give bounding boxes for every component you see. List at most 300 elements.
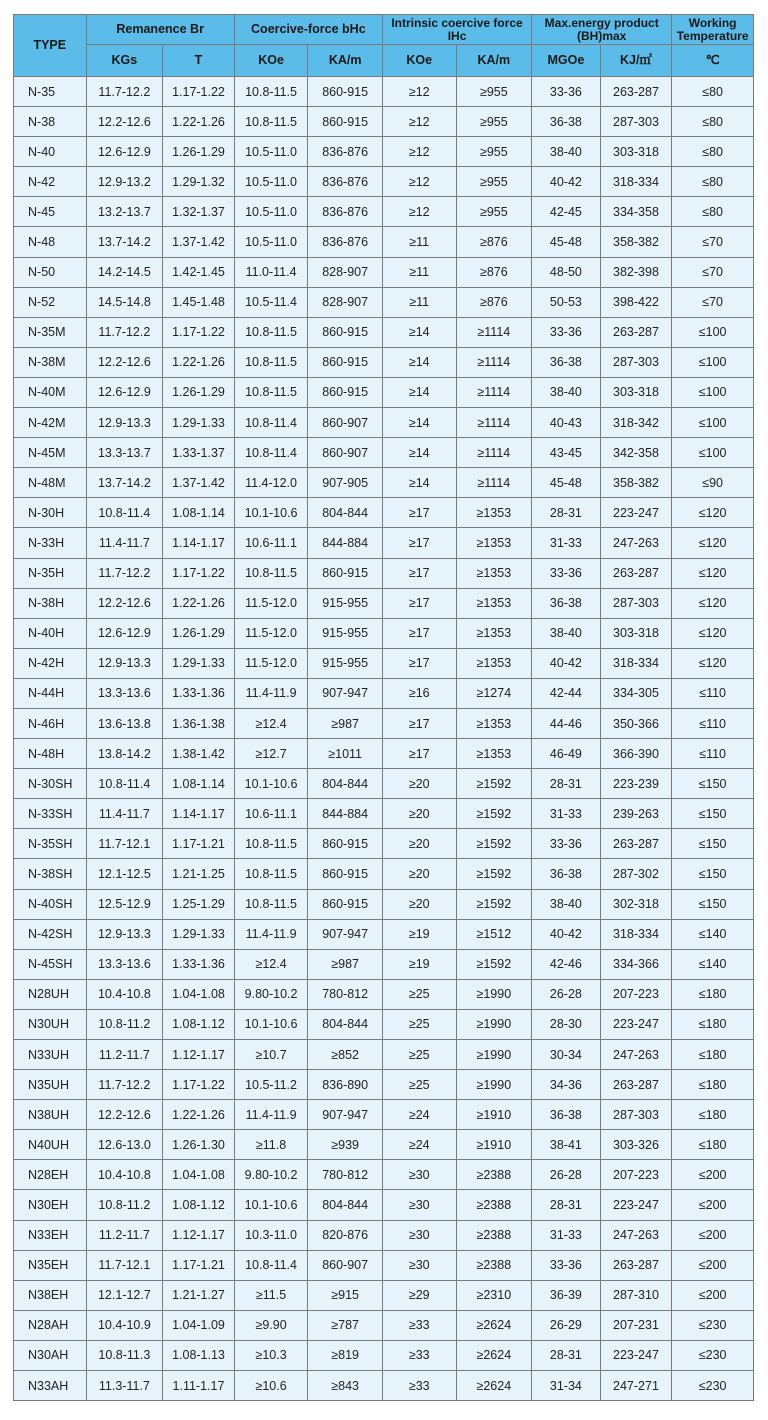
table-cell: ≤230 <box>672 1371 754 1401</box>
table-cell: ≥1353 <box>456 498 532 528</box>
table-cell: 860-915 <box>308 77 383 107</box>
table-cell: 844-884 <box>308 528 383 558</box>
table-cell: 10.8-11.3 <box>86 1340 163 1370</box>
cell-type: N33EH <box>14 1220 87 1250</box>
table-cell: 11.4-12.0 <box>234 468 308 498</box>
table-cell: ≥2624 <box>456 1340 532 1370</box>
table-row <box>14 167 754 197</box>
table-row <box>14 227 754 257</box>
table-cell: 358-382 <box>600 468 672 498</box>
table-cell: 10.8-11.5 <box>234 889 308 919</box>
table-cell: 1.12-1.17 <box>163 1040 235 1070</box>
table-cell: ≤120 <box>672 528 754 558</box>
table-cell: ≥14 <box>382 377 456 407</box>
unit-header: KJ/㎡ <box>600 45 672 77</box>
table-cell: 263-287 <box>600 317 672 347</box>
table-cell: ≥10.6 <box>234 1371 308 1401</box>
table-cell: ≥852 <box>308 1040 383 1070</box>
table-cell: ≥17 <box>382 708 456 738</box>
table-cell: ≥1592 <box>456 949 532 979</box>
table-cell: ≥11.5 <box>234 1280 308 1310</box>
table-cell: 1.29-1.33 <box>163 408 235 438</box>
table-cell: ≥1114 <box>456 468 532 498</box>
table-cell: 907-905 <box>308 468 383 498</box>
table-cell: ≥987 <box>308 708 383 738</box>
table-cell: 804-844 <box>308 769 383 799</box>
unit-header: KGs <box>86 45 163 77</box>
table-cell: 11.7-12.2 <box>86 558 163 588</box>
table-cell: 398-422 <box>600 287 672 317</box>
table-cell: ≥9.90 <box>234 1310 308 1340</box>
table-cell: ≤120 <box>672 558 754 588</box>
table-row <box>14 1310 754 1340</box>
table-cell: ≥1114 <box>456 438 532 468</box>
table-cell: 33-36 <box>532 558 601 588</box>
table-cell: ≤100 <box>672 438 754 468</box>
table-row <box>14 498 754 528</box>
table-cell: 13.2-13.7 <box>86 197 163 227</box>
table-cell: 1.22-1.26 <box>163 347 235 377</box>
table-cell: 11.4-11.7 <box>86 528 163 558</box>
table-cell: 36-38 <box>532 588 601 618</box>
table-cell: 30-34 <box>532 1040 601 1070</box>
table-cell: ≥33 <box>382 1371 456 1401</box>
table-cell: 247-263 <box>600 1220 672 1250</box>
table-row <box>14 949 754 979</box>
table-cell: 1.22-1.26 <box>163 1100 235 1130</box>
table-cell: 1.29-1.33 <box>163 648 235 678</box>
table-cell: 223-247 <box>600 1009 672 1039</box>
table-cell: ≥20 <box>382 859 456 889</box>
table-cell: ≤110 <box>672 739 754 769</box>
table-cell: ≥1114 <box>456 377 532 407</box>
table-cell: ≤140 <box>672 949 754 979</box>
table-cell: 334-305 <box>600 678 672 708</box>
table-cell: 287-302 <box>600 859 672 889</box>
cell-type: N-35SH <box>14 829 87 859</box>
table-cell: ≥25 <box>382 979 456 1009</box>
table-cell: ≤70 <box>672 227 754 257</box>
unit-header: KA/m <box>308 45 383 77</box>
table-cell: 860-907 <box>308 1250 383 1280</box>
table-cell: 302-318 <box>600 889 672 919</box>
table-cell: ≥16 <box>382 678 456 708</box>
table-cell: ≤120 <box>672 618 754 648</box>
table-cell: ≥14 <box>382 347 456 377</box>
table-cell: 40-42 <box>532 648 601 678</box>
table-cell: 1.04-1.09 <box>163 1310 235 1340</box>
cell-type: N-33H <box>14 528 87 558</box>
table-row <box>14 257 754 287</box>
table-cell: 1.04-1.08 <box>163 979 235 1009</box>
table-cell: 828-907 <box>308 257 383 287</box>
table-cell: 13.6-13.8 <box>86 708 163 738</box>
table-cell: 915-955 <box>308 618 383 648</box>
table-cell: 10.8-11.5 <box>234 377 308 407</box>
table-cell: 860-907 <box>308 438 383 468</box>
table-row <box>14 769 754 799</box>
table-cell: 12.2-12.6 <box>86 347 163 377</box>
table-cell: 303-318 <box>600 137 672 167</box>
table-cell: ≤100 <box>672 347 754 377</box>
table-cell: ≥2624 <box>456 1371 532 1401</box>
table-cell: ≤100 <box>672 377 754 407</box>
table-cell: 12.1-12.7 <box>86 1280 163 1310</box>
table-cell: 12.9-13.2 <box>86 167 163 197</box>
table-cell: 13.3-13.7 <box>86 438 163 468</box>
table-cell: ≤180 <box>672 1100 754 1130</box>
table-cell: 287-303 <box>600 1100 672 1130</box>
table-cell: 1.17-1.22 <box>163 1070 235 1100</box>
table-cell: 303-326 <box>600 1130 672 1160</box>
table-cell: 28-31 <box>532 1190 601 1220</box>
table-cell: ≥1592 <box>456 769 532 799</box>
table-row <box>14 829 754 859</box>
table-cell: 334-366 <box>600 949 672 979</box>
table-cell: ≥25 <box>382 1040 456 1070</box>
table-cell: 28-31 <box>532 1340 601 1370</box>
table-cell: ≥843 <box>308 1371 383 1401</box>
table-cell: 1.17-1.22 <box>163 317 235 347</box>
cell-type: N-30SH <box>14 769 87 799</box>
table-cell: ≤150 <box>672 859 754 889</box>
table-cell: ≥12 <box>382 107 456 137</box>
table-cell: 844-884 <box>308 799 383 829</box>
table-cell: 10.1-10.6 <box>234 498 308 528</box>
table-cell: 1.11-1.17 <box>163 1371 235 1401</box>
cell-type: N35UH <box>14 1070 87 1100</box>
table-cell: 263-287 <box>600 1070 672 1100</box>
table-row <box>14 1070 754 1100</box>
cell-type: N-48M <box>14 468 87 498</box>
table-cell: ≥955 <box>456 167 532 197</box>
table-cell: 12.9-13.3 <box>86 919 163 949</box>
table-cell: 223-247 <box>600 498 672 528</box>
table-cell: ≥1353 <box>456 648 532 678</box>
table-cell: 207-223 <box>600 1160 672 1190</box>
table-cell: 10.5-11.0 <box>234 197 308 227</box>
table-cell: ≤140 <box>672 919 754 949</box>
table-cell: 1.38-1.42 <box>163 739 235 769</box>
table-row <box>14 799 754 829</box>
table-cell: 45-48 <box>532 227 601 257</box>
table-cell: 1.17-1.22 <box>163 77 235 107</box>
cell-type: N-45SH <box>14 949 87 979</box>
table-cell: 1.25-1.29 <box>163 889 235 919</box>
table-cell: ≤80 <box>672 167 754 197</box>
table-cell: ≥1910 <box>456 1100 532 1130</box>
table-cell: ≥1353 <box>456 739 532 769</box>
cell-type: N28EH <box>14 1160 87 1190</box>
header-remanence: Remanence Br <box>86 15 234 45</box>
table-cell: ≤70 <box>672 287 754 317</box>
table-cell: 828-907 <box>308 287 383 317</box>
table-cell: 1.21-1.25 <box>163 859 235 889</box>
table-cell: ≤120 <box>672 648 754 678</box>
cell-type: N30EH <box>14 1190 87 1220</box>
header-intrinsic-coercive-force: Intrinsic coercive force IHc <box>382 15 531 45</box>
table-cell: 1.08-1.13 <box>163 1340 235 1370</box>
table-row <box>14 648 754 678</box>
table-cell: 1.12-1.17 <box>163 1220 235 1250</box>
table-cell: ≥12 <box>382 167 456 197</box>
table-cell: ≥1592 <box>456 829 532 859</box>
cell-type: N-40SH <box>14 889 87 919</box>
table-cell: 1.26-1.29 <box>163 618 235 648</box>
table-cell: 10.8-11.5 <box>234 558 308 588</box>
cell-type: N-44H <box>14 678 87 708</box>
table-cell: 12.6-13.0 <box>86 1130 163 1160</box>
table-cell: ≥11 <box>382 227 456 257</box>
table-cell: 12.6-12.9 <box>86 618 163 648</box>
table-cell: 223-239 <box>600 769 672 799</box>
table-cell: ≥2310 <box>456 1280 532 1310</box>
table-cell: 860-915 <box>308 317 383 347</box>
table-cell: ≥1353 <box>456 528 532 558</box>
table-cell: 11.7-12.1 <box>86 1250 163 1280</box>
table-cell: 860-907 <box>308 408 383 438</box>
table-cell: 287-303 <box>600 347 672 377</box>
table-row <box>14 889 754 919</box>
table-cell: 1.08-1.12 <box>163 1009 235 1039</box>
table-cell: 12.2-12.6 <box>86 588 163 618</box>
table-row <box>14 347 754 377</box>
table-cell: 10.8-11.4 <box>86 769 163 799</box>
table-cell: 10.8-11.4 <box>234 1250 308 1280</box>
table-cell: 223-247 <box>600 1340 672 1370</box>
table-cell: 12.6-12.9 <box>86 137 163 167</box>
table-cell: 36-38 <box>532 107 601 137</box>
table-cell: ≥1512 <box>456 919 532 949</box>
table-cell: ≥1592 <box>456 889 532 919</box>
cell-type: N40UH <box>14 1130 87 1160</box>
table-cell: 836-876 <box>308 197 383 227</box>
cell-type: N38EH <box>14 1280 87 1310</box>
cell-type: N28AH <box>14 1310 87 1340</box>
table-cell: ≤150 <box>672 889 754 919</box>
table-cell: ≤200 <box>672 1280 754 1310</box>
table-cell: ≥20 <box>382 829 456 859</box>
table-cell: ≤70 <box>672 257 754 287</box>
table-cell: ≤100 <box>672 317 754 347</box>
table-cell: 10.6-11.1 <box>234 799 308 829</box>
table-row <box>14 678 754 708</box>
table-cell: 10.3-11.0 <box>234 1220 308 1250</box>
table-body <box>14 77 754 1401</box>
table-cell: 247-263 <box>600 528 672 558</box>
table-cell: 263-287 <box>600 1250 672 1280</box>
table-cell: 318-334 <box>600 167 672 197</box>
table-cell: 43-45 <box>532 438 601 468</box>
cell-type: N-45M <box>14 438 87 468</box>
table-cell: ≥1592 <box>456 799 532 829</box>
table-cell: ≥12.4 <box>234 708 308 738</box>
table-cell: ≥11 <box>382 287 456 317</box>
table-cell: 1.17-1.22 <box>163 558 235 588</box>
table-cell: ≤90 <box>672 468 754 498</box>
table-cell: 804-844 <box>308 1190 383 1220</box>
table-cell: ≥17 <box>382 588 456 618</box>
header-working-temperature: Working Temperature <box>672 15 754 45</box>
cell-type: N-35M <box>14 317 87 347</box>
table-cell: 10.5-11.2 <box>234 1070 308 1100</box>
table-cell: 860-915 <box>308 829 383 859</box>
table-cell: 26-29 <box>532 1310 601 1340</box>
table-cell: ≥30 <box>382 1220 456 1250</box>
table-cell: 1.26-1.29 <box>163 137 235 167</box>
unit-header: KA/m <box>456 45 532 77</box>
table-cell: 14.2-14.5 <box>86 257 163 287</box>
table-cell: ≥1592 <box>456 859 532 889</box>
table-cell: 10.5-11.0 <box>234 137 308 167</box>
cell-type: N33AH <box>14 1371 87 1401</box>
unit-header: T <box>163 45 235 77</box>
table-cell: 1.26-1.29 <box>163 377 235 407</box>
table-row <box>14 558 754 588</box>
table-cell: 1.33-1.37 <box>163 438 235 468</box>
table-cell: 36-38 <box>532 347 601 377</box>
cell-type: N-35 <box>14 77 87 107</box>
cell-type: N30UH <box>14 1009 87 1039</box>
table-cell: 263-287 <box>600 829 672 859</box>
table-cell: 263-287 <box>600 558 672 588</box>
table-cell: 34-36 <box>532 1070 601 1100</box>
table-cell: 334-358 <box>600 197 672 227</box>
table-cell: ≥876 <box>456 227 532 257</box>
table-cell: ≥24 <box>382 1100 456 1130</box>
table-cell: 860-915 <box>308 558 383 588</box>
table-cell: ≥33 <box>382 1340 456 1370</box>
unit-header: KOe <box>382 45 456 77</box>
table-row <box>14 1220 754 1250</box>
table-cell: ≤120 <box>672 498 754 528</box>
cell-type: N35EH <box>14 1250 87 1280</box>
table-cell: ≤180 <box>672 1130 754 1160</box>
table-cell: ≥20 <box>382 769 456 799</box>
table-cell: 33-36 <box>532 829 601 859</box>
header-row-main <box>14 15 754 45</box>
table-cell: 350-366 <box>600 708 672 738</box>
table-cell: 10.4-10.8 <box>86 1160 163 1190</box>
table-cell: 48-50 <box>532 257 601 287</box>
table-row <box>14 739 754 769</box>
table-cell: 1.17-1.21 <box>163 1250 235 1280</box>
table-cell: ≤150 <box>672 799 754 829</box>
table-cell: 907-947 <box>308 919 383 949</box>
table-cell: ≤150 <box>672 769 754 799</box>
table-cell: 28-31 <box>532 498 601 528</box>
table-row <box>14 1009 754 1039</box>
table-cell: 382-398 <box>600 257 672 287</box>
table-cell: ≥11.8 <box>234 1130 308 1160</box>
cell-type: N33UH <box>14 1040 87 1070</box>
table-cell: 11.3-11.7 <box>86 1371 163 1401</box>
table-cell: 860-915 <box>308 347 383 377</box>
table-cell: ≥955 <box>456 137 532 167</box>
cell-type: N-40M <box>14 377 87 407</box>
table-cell: ≤150 <box>672 829 754 859</box>
table-cell: 1.33-1.36 <box>163 949 235 979</box>
table-row <box>14 588 754 618</box>
table-cell: ≥20 <box>382 799 456 829</box>
table-cell: 860-915 <box>308 889 383 919</box>
spec-table-container <box>13 14 754 1401</box>
table-cell: 13.7-14.2 <box>86 227 163 257</box>
table-cell: 33-36 <box>532 1250 601 1280</box>
table-cell: 38-41 <box>532 1130 601 1160</box>
table-row <box>14 1280 754 1310</box>
table-row <box>14 1340 754 1370</box>
cell-type: N-38H <box>14 588 87 618</box>
table-cell: ≥25 <box>382 1009 456 1039</box>
table-cell: ≥876 <box>456 287 532 317</box>
table-cell: 1.14-1.17 <box>163 799 235 829</box>
table-cell: 10.8-11.5 <box>234 347 308 377</box>
table-cell: ≥19 <box>382 919 456 949</box>
table-cell: 1.29-1.33 <box>163 919 235 949</box>
header-max-energy-product: Max.energy product (BH)max <box>532 15 672 45</box>
table-cell: ≥17 <box>382 739 456 769</box>
table-cell: ≥876 <box>456 257 532 287</box>
table-cell: 11.7-12.2 <box>86 317 163 347</box>
table-cell: ≥955 <box>456 77 532 107</box>
table-row <box>14 438 754 468</box>
table-cell: ≤80 <box>672 77 754 107</box>
table-cell: 9.80-10.2 <box>234 979 308 1009</box>
header-type: TYPE <box>14 15 87 77</box>
table-row <box>14 137 754 167</box>
table-cell: 12.2-12.6 <box>86 107 163 137</box>
table-cell: ≥17 <box>382 618 456 648</box>
table-cell: ≤230 <box>672 1310 754 1340</box>
table-cell: 207-223 <box>600 979 672 1009</box>
table-cell: 36-38 <box>532 859 601 889</box>
table-cell: 10.1-10.6 <box>234 769 308 799</box>
table-cell: 13.3-13.6 <box>86 678 163 708</box>
table-cell: 820-876 <box>308 1220 383 1250</box>
table-cell: ≤80 <box>672 197 754 227</box>
cell-type: N-38M <box>14 347 87 377</box>
table-cell: ≥24 <box>382 1130 456 1160</box>
table-cell: 10.5-11.4 <box>234 287 308 317</box>
cell-type: N-40H <box>14 618 87 648</box>
table-cell: 836-876 <box>308 167 383 197</box>
cell-type: N-42H <box>14 648 87 678</box>
table-cell: 780-812 <box>308 979 383 1009</box>
table-cell: 287-310 <box>600 1280 672 1310</box>
table-cell: 42-46 <box>532 949 601 979</box>
table-cell: 836-876 <box>308 137 383 167</box>
table-cell: 11.7-12.2 <box>86 1070 163 1100</box>
table-row <box>14 1100 754 1130</box>
table-cell: 10.8-11.4 <box>234 408 308 438</box>
table-row <box>14 1130 754 1160</box>
table-cell: 10.5-11.0 <box>234 227 308 257</box>
table-cell: ≥17 <box>382 648 456 678</box>
table-cell: 50-53 <box>532 287 601 317</box>
table-cell: ≥1990 <box>456 979 532 1009</box>
table-cell: 860-915 <box>308 377 383 407</box>
table-cell: 11.7-12.1 <box>86 829 163 859</box>
table-cell: ≥955 <box>456 107 532 137</box>
table-cell: ≥787 <box>308 1310 383 1340</box>
table-cell: ≥1353 <box>456 708 532 738</box>
table-cell: 11.4-11.9 <box>234 1100 308 1130</box>
table-cell: 915-955 <box>308 588 383 618</box>
table-cell: ≥1353 <box>456 588 532 618</box>
table-cell: 10.4-10.9 <box>86 1310 163 1340</box>
table-cell: ≥17 <box>382 558 456 588</box>
